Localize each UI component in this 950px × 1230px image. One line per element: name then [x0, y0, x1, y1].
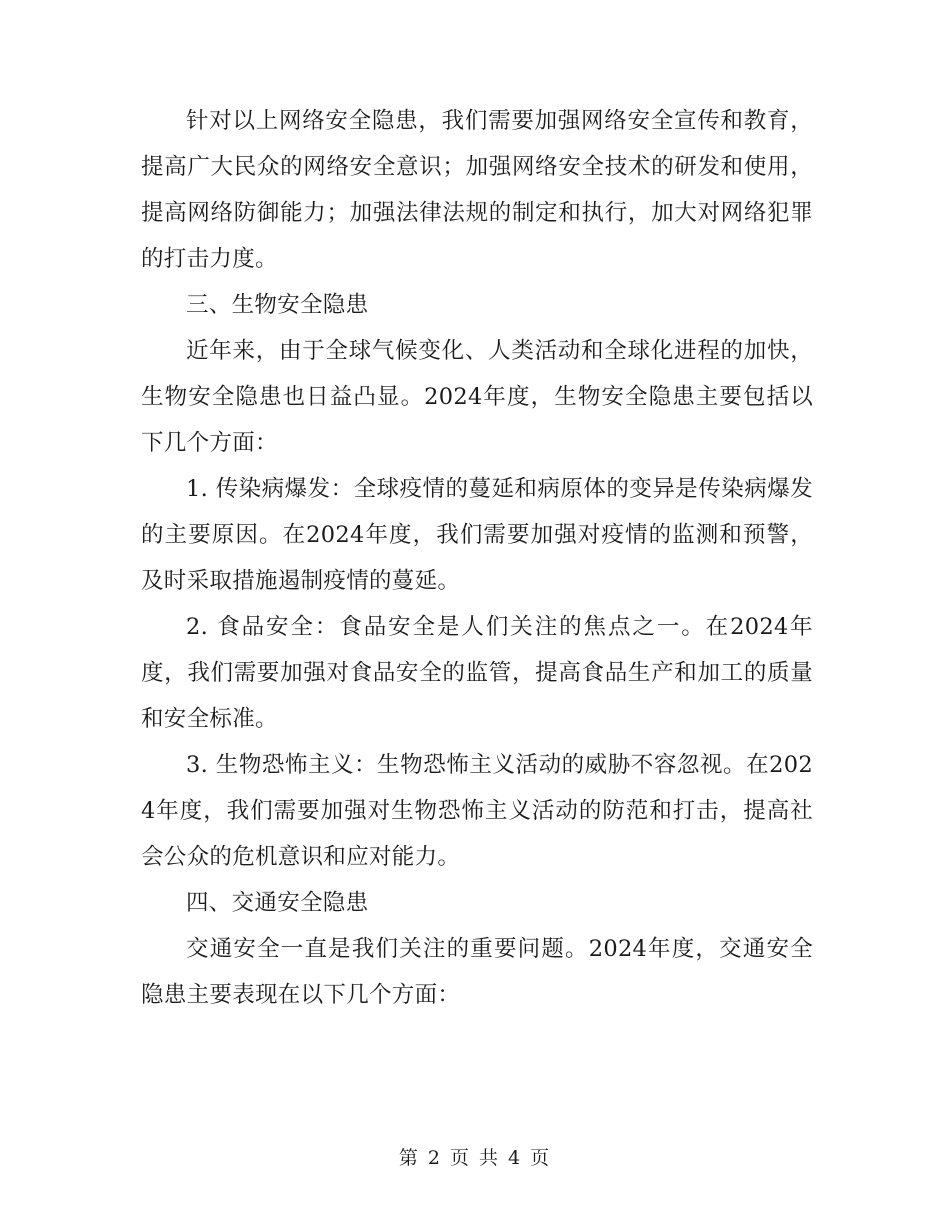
list-item-food-safety: 2. 食品安全：食品安全是人们关注的焦点之一。在2024年度，我们需要加强对食品安全的监管，提高食品生产和加工的质量和安全标准。 — [141, 614, 813, 732]
list-item-infectious-disease: 1. 传染病爆发：全球疫情的蔓延和病原体的变异是传染病爆发的主要原因。在2024年度，我们需要加强对疫情的监测和预警，及时采取措施遏制疫情的蔓延。 — [141, 476, 813, 594]
section-heading-bio-safety: 三、生物安全隐患 — [186, 292, 369, 318]
list-item-bioterrorism: 3. 生物恐怖主义：生物恐怖主义活动的威胁不容忽视。在2024年度，我们需要加强对生物恐怖主义活动的防范和打击，提高社会公众的危机意识和应对能力。 — [141, 752, 813, 870]
paragraph-traffic-safety-intro: 交通安全一直是我们关注的重要问题。2024年度，交通安全隐患主要表现在以下几个方面： — [141, 936, 813, 1008]
paragraph-bio-safety-intro: 近年来，由于全球气候变化、人类活动和全球化进程的加快，生物安全隐患也日益凸显。2024年度，生物安全隐患主要包括以下几个方面： — [141, 338, 813, 456]
page-number-footer: 第 2 页 共 4 页 — [398, 1147, 552, 1169]
paragraph-network-measures: 针对以上网络安全隐患，我们需要加强网络安全宣传和教育，提高广大民众的网络安全意识；加强网络安全技术的研发和使用，提高网络防御能力；加强法律法规的制定和执行，加大对网络犯罪的打击力度。 — [141, 108, 813, 272]
section-heading-traffic-safety: 四、交通安全隐患 — [186, 890, 369, 916]
document-body — [141, 98, 813, 1018]
